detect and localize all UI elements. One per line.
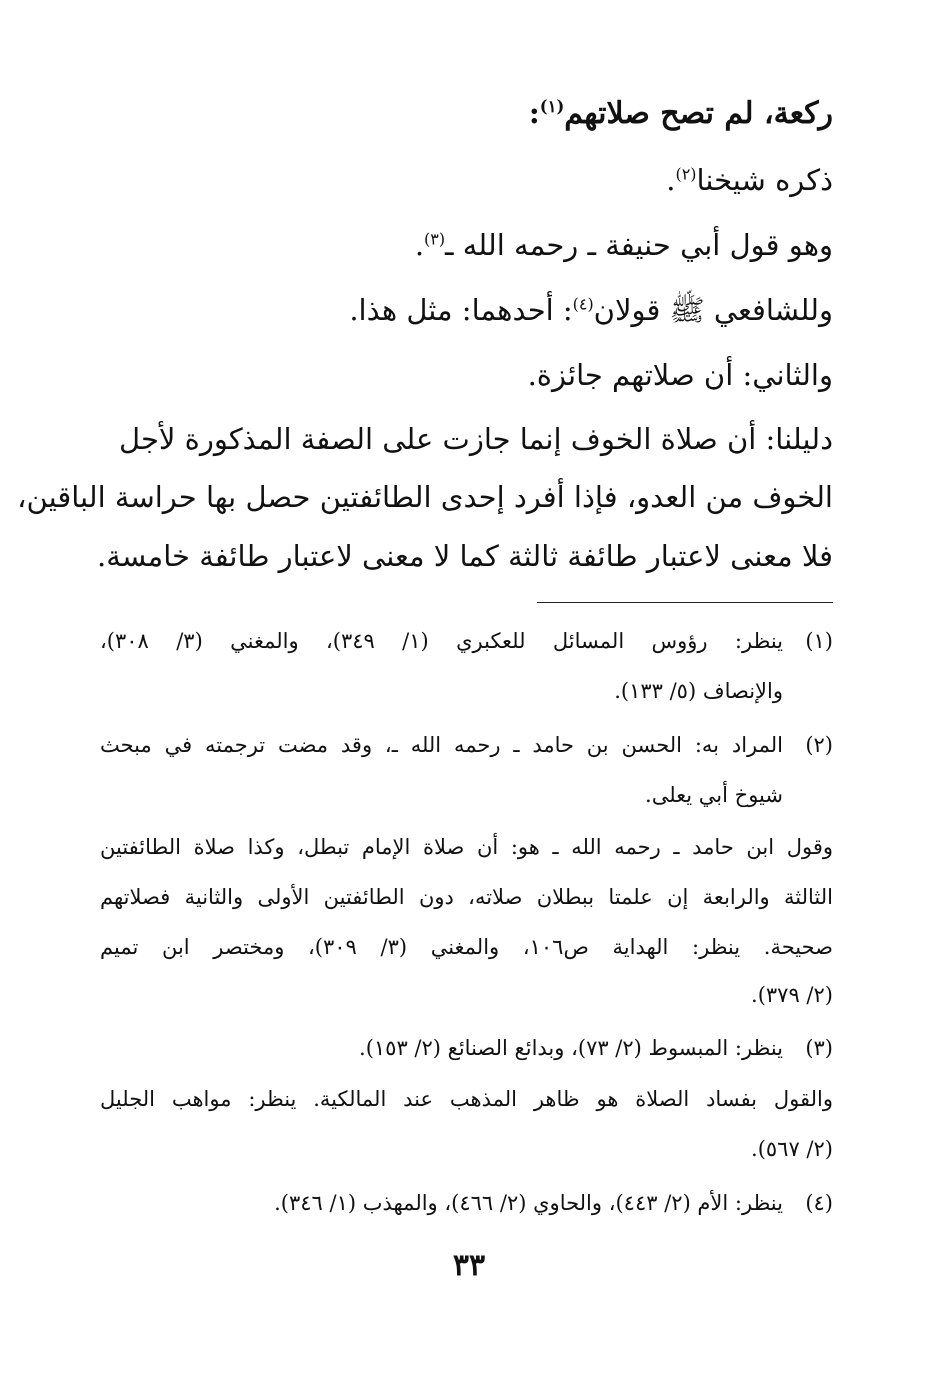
footnote-ref[interactable]: (٢) (675, 164, 697, 184)
body-line (125, 225, 833, 265)
footnote-number: (٣) (805, 1036, 833, 1060)
paragraph-line: دليلنا: أن صلاة الخوف إنما جازت على الصفة المذكورة لأجل (119, 422, 833, 456)
body-text: وهو قول أبي حنيفة ـ رحمه الله ـ (445, 228, 833, 262)
body-line (125, 290, 833, 330)
footnote-number: (١) (805, 629, 833, 653)
section-heading (125, 94, 833, 134)
body-line: والثاني: أن صلاتهم جائزة. (527, 358, 833, 392)
footnote-ref[interactable]: (١) (539, 97, 565, 116)
punct: . (414, 228, 425, 262)
footnote-line: (٢/ ٣٧٩). (751, 983, 833, 1007)
paragraph-line: الخوف من العدو، فإذا أفرد إحدى الطائفتين حصل بها حراسة الباقين، (17, 480, 833, 514)
heading-text: ركعة، لم تصح صلاتهم (564, 96, 833, 131)
footnote-line: والقول بفساد الصلاة هو ظاهر المذهب عند المالكية. ينظر: مواهب الجليل (100, 1087, 833, 1111)
footnote-ref[interactable]: (٤) (572, 294, 594, 314)
footnote-line: صحيحة. ينظر: الهداية ص١٠٦، والمغني (٣/ ٣٠٩)، ومختصر ابن تميم (100, 935, 833, 959)
body-text: : أحدهما: مثل هذا. (349, 293, 573, 327)
footnote-line: (٢/ ٥٦٧). (751, 1137, 833, 1161)
footnote-number: (٤) (805, 1191, 833, 1215)
footnote-number: (٢) (805, 733, 833, 757)
footnote-ref[interactable]: (٣) (424, 229, 446, 249)
paragraph-line: فلا معنى لاعتبار طائفة ثالثة كما لا معنى لاعتبار طائفة خامسة. (97, 539, 833, 573)
footnote-separator (537, 602, 833, 603)
footnote-line: والإنصاف (٥/ ١٣٣). (614, 679, 783, 703)
punct: . (666, 163, 676, 197)
footnote-line: الثالثة والرابعة إن علمتا ببطلان صلاته، دون الطائفتين الأولى والثانية فصلاتهم (100, 885, 833, 909)
body-line (125, 160, 833, 200)
body-text: ذكره شيخنا (696, 163, 833, 197)
footnote-line: شيوخ أبي يعلى. (645, 783, 783, 807)
heading-punct: : (528, 96, 540, 131)
body-text: وللشافعي ﷺ قولان (593, 293, 833, 327)
footnote-line: ينظر: رؤوس المسائل للعكبري (١/ ٣٤٩)، والمغني (٣/ ٣٠٨)، (100, 629, 784, 653)
footnote-line: ينظر: الأم (٢/ ٤٤٣)، والحاوي (٢/ ٤٦٦)، والمهذب (١/ ٣٤٦). (274, 1191, 783, 1215)
page-number: ٣٣ (452, 1248, 486, 1283)
footnote-line: وقول ابن حامد ـ رحمه الله ـ هو: أن صلاة الإمام تبطل، وكذا صلاة الطائفتين (100, 835, 833, 859)
footnote-line: ينظر: المبسوط (٢/ ٧٣)، وبدائع الصنائع (٢/ ١٥٣). (359, 1036, 783, 1060)
footnote-line: المراد به: الحسن بن حامد ـ رحمه الله ـ، وقد مضت ترجمته في مبحث (100, 733, 783, 757)
